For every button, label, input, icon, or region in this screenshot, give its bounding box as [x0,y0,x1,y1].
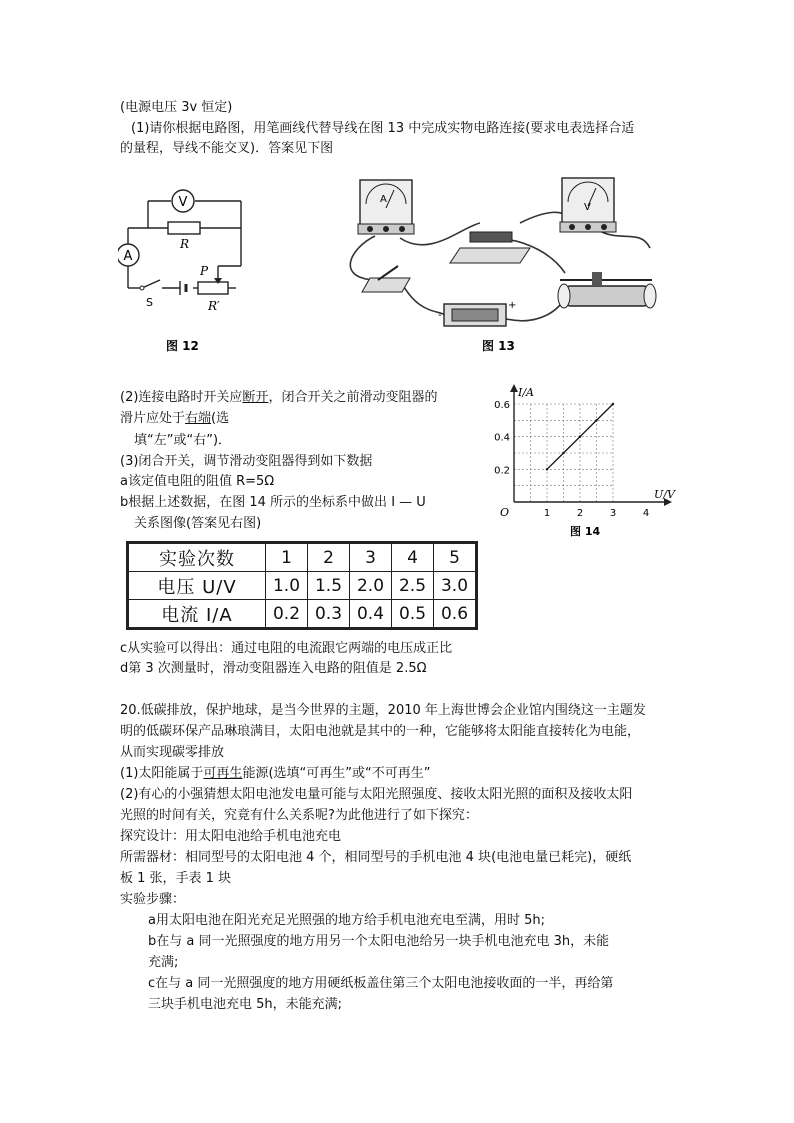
table-cell: 4 [392,543,434,572]
question-1-line-1: (1)请你根据电路图，用笔画线代替导线在图 13 中完成实物电路连接(要求电表选择合适 [131,121,635,136]
q2-text: (2)连接电路时开关应 [120,390,243,405]
ammeter-device-label: A [380,194,387,205]
table-header-trials: 实验次数 [128,543,266,572]
battery-minus-label: - [438,310,442,321]
question-2-line-2 [120,411,229,427]
supply-voltage-note: (电源电压 3v 恒定) [120,100,233,115]
q2-text: ，闭合开关之前滑动变阻器的 [268,390,438,405]
switch-pivot [140,286,144,290]
ammeter-label: A [123,249,133,264]
table-cell: 1 [266,543,308,572]
x-tick-label: 1 [543,508,551,519]
question-20-part-2-line-2: 光照的时间有关，究竟有什么关系呢?为此他进行了如下探究： [120,808,478,823]
table-header-voltage: 电压 U/V [128,572,266,600]
slider-arrow-icon [214,278,222,284]
data-point [595,419,597,421]
fig14-caption: 图 14 [570,525,601,538]
y-axis-label: I/A [518,386,534,399]
table-cell: 2 [308,543,350,572]
step-b-line-2: 充满; [148,955,179,970]
experiment-design: 探究设计：用太阳电池给手机电池充电 [120,829,342,844]
apparatus-photo-fig13 [340,168,670,358]
x-tick-label: 3 [609,508,617,519]
data-point [612,403,614,405]
battery-pack-device [444,304,506,326]
table-cell: 0.3 [308,600,350,629]
q2-answer-switch: 断开 [242,390,269,405]
table-cell: 0.4 [350,600,392,629]
question-3-intro: (3)闭合开关，调节滑动变阻器得到如下数据 [120,454,373,469]
table-cell: 2.5 [392,572,434,600]
table-cell: 1.5 [308,572,350,600]
materials-line-2: 板 1 张，手表 1 块 [120,871,232,886]
q2-text: 滑片应处于 [120,411,186,426]
voltmeter-device-label: V [584,202,591,213]
rheostat-device [558,272,656,308]
q2-text: (选 [211,411,230,426]
table-cell: 1.0 [266,572,308,600]
q20-answer-renewable: 可再生 [203,766,243,781]
switch-label: S [146,296,153,309]
table-cell: 0.6 [434,600,477,629]
step-c-line-1: c在与 a 同一光照强度的地方用硬纸板盖住第三个太阳电池接收面的一半，再给第 [148,976,614,991]
data-point [546,468,548,470]
circuit-diagram-fig12 [118,168,278,358]
question-20-line-3: 从而实现碳零排放 [120,745,225,760]
fig13-caption: 图 13 [482,339,515,353]
question-20-part-2-line-1: (2)有心的小强猜想太阳电池发电量可能与太阳光照强度、接收太阳光照的面积及接收太阳 [120,787,633,802]
slider-label: P [200,264,209,278]
question-20-part-1 [120,766,430,782]
table-cell: 0.5 [392,600,434,629]
question-3-b-line-1: b根据上述数据，在图 14 所示的坐标系中做出 I — U [120,495,426,510]
table-cell: 2.0 [350,572,392,600]
resistor-device [450,232,530,263]
question-3-a: a该定值电阻的阻值 R=5Ω [120,474,275,489]
table-cell: 5 [434,543,477,572]
table-cell: 3 [350,543,392,572]
table-row-voltage [128,572,477,600]
x-tick-label: 4 [642,508,650,519]
ammeter-device [358,180,414,234]
table-row-current [128,600,477,629]
question-3-c: c从实验可以得出：通过电阻的电流跟它两端的电压成正比 [120,641,453,656]
resistor-label: R [180,237,190,251]
data-point [579,435,581,437]
origin-label: O [500,506,510,519]
q2-answer-slider: 右端 [185,411,212,426]
question-3-b-line-2: 关系图像(答案见右图) [134,516,262,531]
question-2-line-3: 填“左”或“右”)． [134,433,232,448]
question-20-line-1: 20.低碳排放，保护地球，是当今世界的主题，2010 年上海世博会企业馆内围绕这一主题发 [120,703,646,718]
y-tick-label: 0.4 [494,432,510,444]
voltmeter-label: V [178,195,188,210]
question-3-d: d第 3 次测量时，滑动变阻器连入电路的阻值是 2.5Ω [120,661,427,676]
rheostat-label: R′ [208,299,220,313]
iu-graph-fig14 [492,382,682,540]
question-1-line-2: 的量程，导线不能交叉)．答案见下图 [120,141,334,156]
step-a: a用太阳电池在阳光充足光照强的地方给手机电池充电至满，用时 5h; [148,913,545,928]
x-tick-label: 2 [576,508,584,519]
data-table [126,541,478,630]
q20-text: (1)太阳能属于 [120,766,204,781]
fig12-caption: 图 12 [166,339,199,353]
question-20-line-2: 明的低碳环保产品琳琅满目，太阳电池就是其中的一种，它能够将太阳能直接转化为电能， [120,724,641,739]
data-point [562,452,564,454]
step-b-line-1: b在与 a 同一光照强度的地方用另一个太阳电池给另一块手机电池充电 3h，未能 [148,934,610,949]
x-axis-label: U/V [654,488,675,501]
table-row-trials [128,543,477,572]
y-tick-label: 0.2 [494,465,510,477]
materials-line-1: 所需器材：相同型号的太阳电池 4 个，相同型号的手机电池 4 块(电池电量已耗完)，硬纸 [120,850,632,865]
steps-title: 实验步骤： [120,892,186,907]
question-2-line-1 [120,390,437,406]
y-axis-arrow-icon [510,384,518,392]
y-tick-label: 0.6 [494,400,510,411]
table-cell: 0.2 [266,600,308,629]
step-c-line-2: 三块手机电池充电 5h，未能充满; [148,997,343,1012]
table-cell: 3.0 [434,572,477,600]
switch-device [362,266,410,292]
battery-plus-label: + [508,300,517,311]
q20-text: 能源(选填“可再生”或“不可再生” [242,766,431,781]
table-header-current: 电流 I/A [128,600,266,629]
